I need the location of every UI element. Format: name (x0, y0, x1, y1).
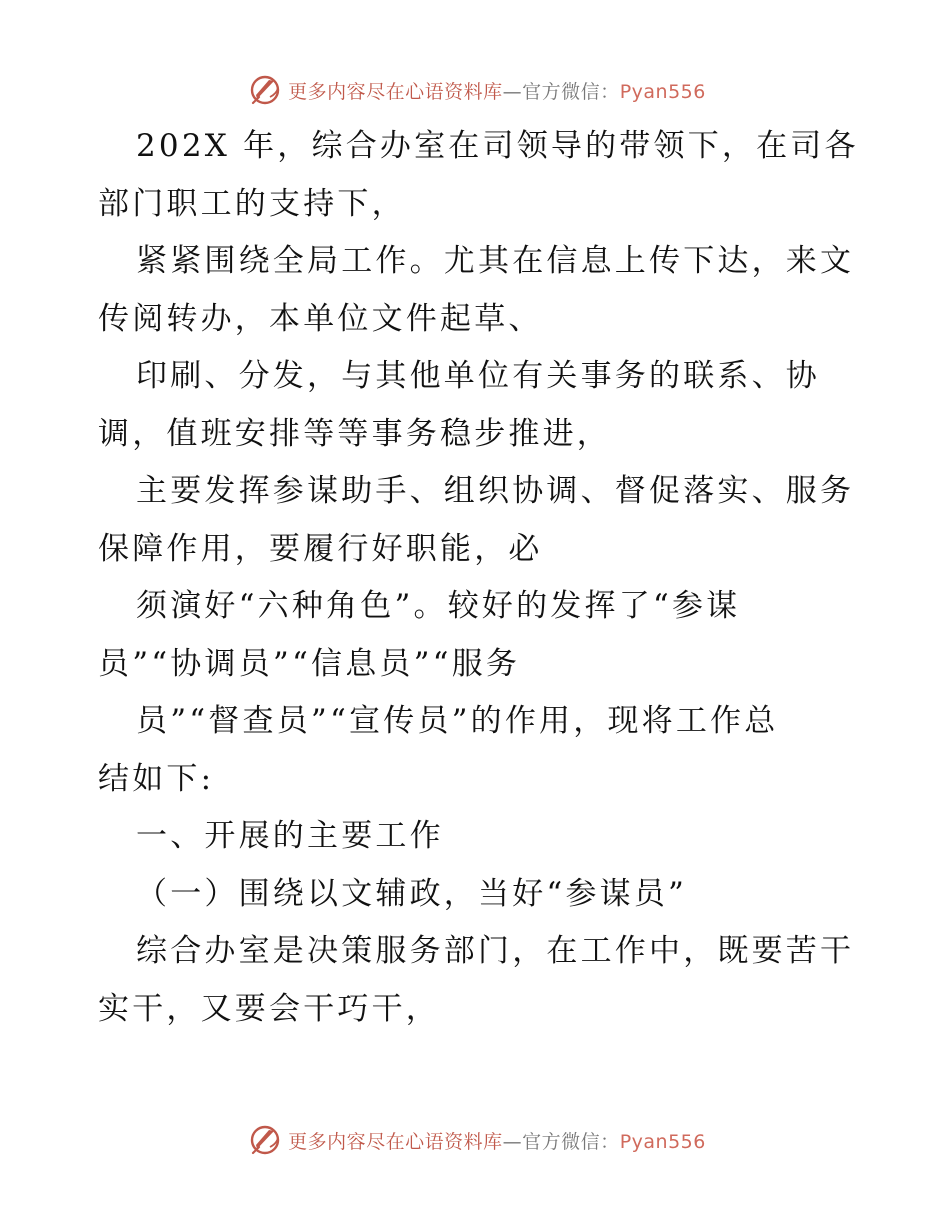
watermark-dash: — (502, 80, 523, 103)
quill-logo-icon (248, 73, 282, 107)
text-line: 员”“督查员”“宣传员”的作用，现将工作总 (136, 703, 779, 739)
section-heading (98, 808, 858, 866)
text-line: 实干，又要会干巧干， (98, 990, 440, 1027)
text-line: 202X 年，综合办室在司领导的带领下，在司各 (136, 128, 859, 164)
watermark-dash: — (502, 1130, 523, 1153)
watermark-banner-top (0, 70, 950, 110)
watermark-banner-content (248, 73, 706, 107)
text-line: 结如下: (98, 760, 215, 797)
text-line: 主要发挥参谋助手、组织协调、督促落实、服务 (136, 473, 855, 509)
paragraph-intro-2 (98, 233, 858, 348)
heading-text: 一、开展的主要工作 (136, 818, 444, 854)
subsection-heading (98, 866, 858, 924)
text-line: 调，值班安排等等事务稳步推进， (98, 415, 611, 452)
watermark-wechat-label: 官方微信： (522, 1130, 620, 1153)
paragraph-intro-1 (98, 118, 858, 233)
quill-logo-icon (248, 1123, 282, 1157)
watermark-banner-content (248, 1123, 706, 1157)
paragraph-body-1 (98, 923, 858, 1038)
subheading-text: （一）围绕以文辅政，当好“参谋员” (136, 875, 688, 912)
text-line: 综合办室是决策服务部门，在工作中，既要苦干 (136, 933, 855, 969)
text-line: 员”“协调员”“信息员”“服务 (98, 645, 521, 682)
paragraph-intro-6 (98, 693, 858, 808)
paragraph-intro-5 (98, 578, 858, 693)
text-line: 紧紧围绕全局工作。尤其在信息上传下达，来文 (136, 243, 855, 279)
text-line: 印刷、分发，与其他单位有关事务的联系、协 (136, 358, 820, 394)
text-line: 部门职工的支持下， (98, 185, 406, 222)
text-line: 保障作用，要履行好职能，必 (98, 530, 543, 567)
document-body (98, 118, 858, 1038)
watermark-banner-bottom (0, 1120, 950, 1160)
text-line: 传阅转办，本单位文件起草、 (98, 300, 543, 337)
watermark-brand-text: 更多内容尽在心语资料库 (288, 80, 503, 103)
watermark-brand-text: 更多内容尽在心语资料库 (288, 1130, 503, 1153)
text-line: 须演好“六种角色”。较好的发挥了“参谋 (136, 588, 741, 624)
watermark-wechat-label: 官方微信： (522, 80, 620, 103)
watermark-wechat-id: Pyan556 (619, 1130, 706, 1153)
paragraph-intro-4 (98, 463, 858, 578)
paragraph-intro-3 (98, 348, 858, 463)
watermark-wechat-id: Pyan556 (619, 80, 706, 103)
